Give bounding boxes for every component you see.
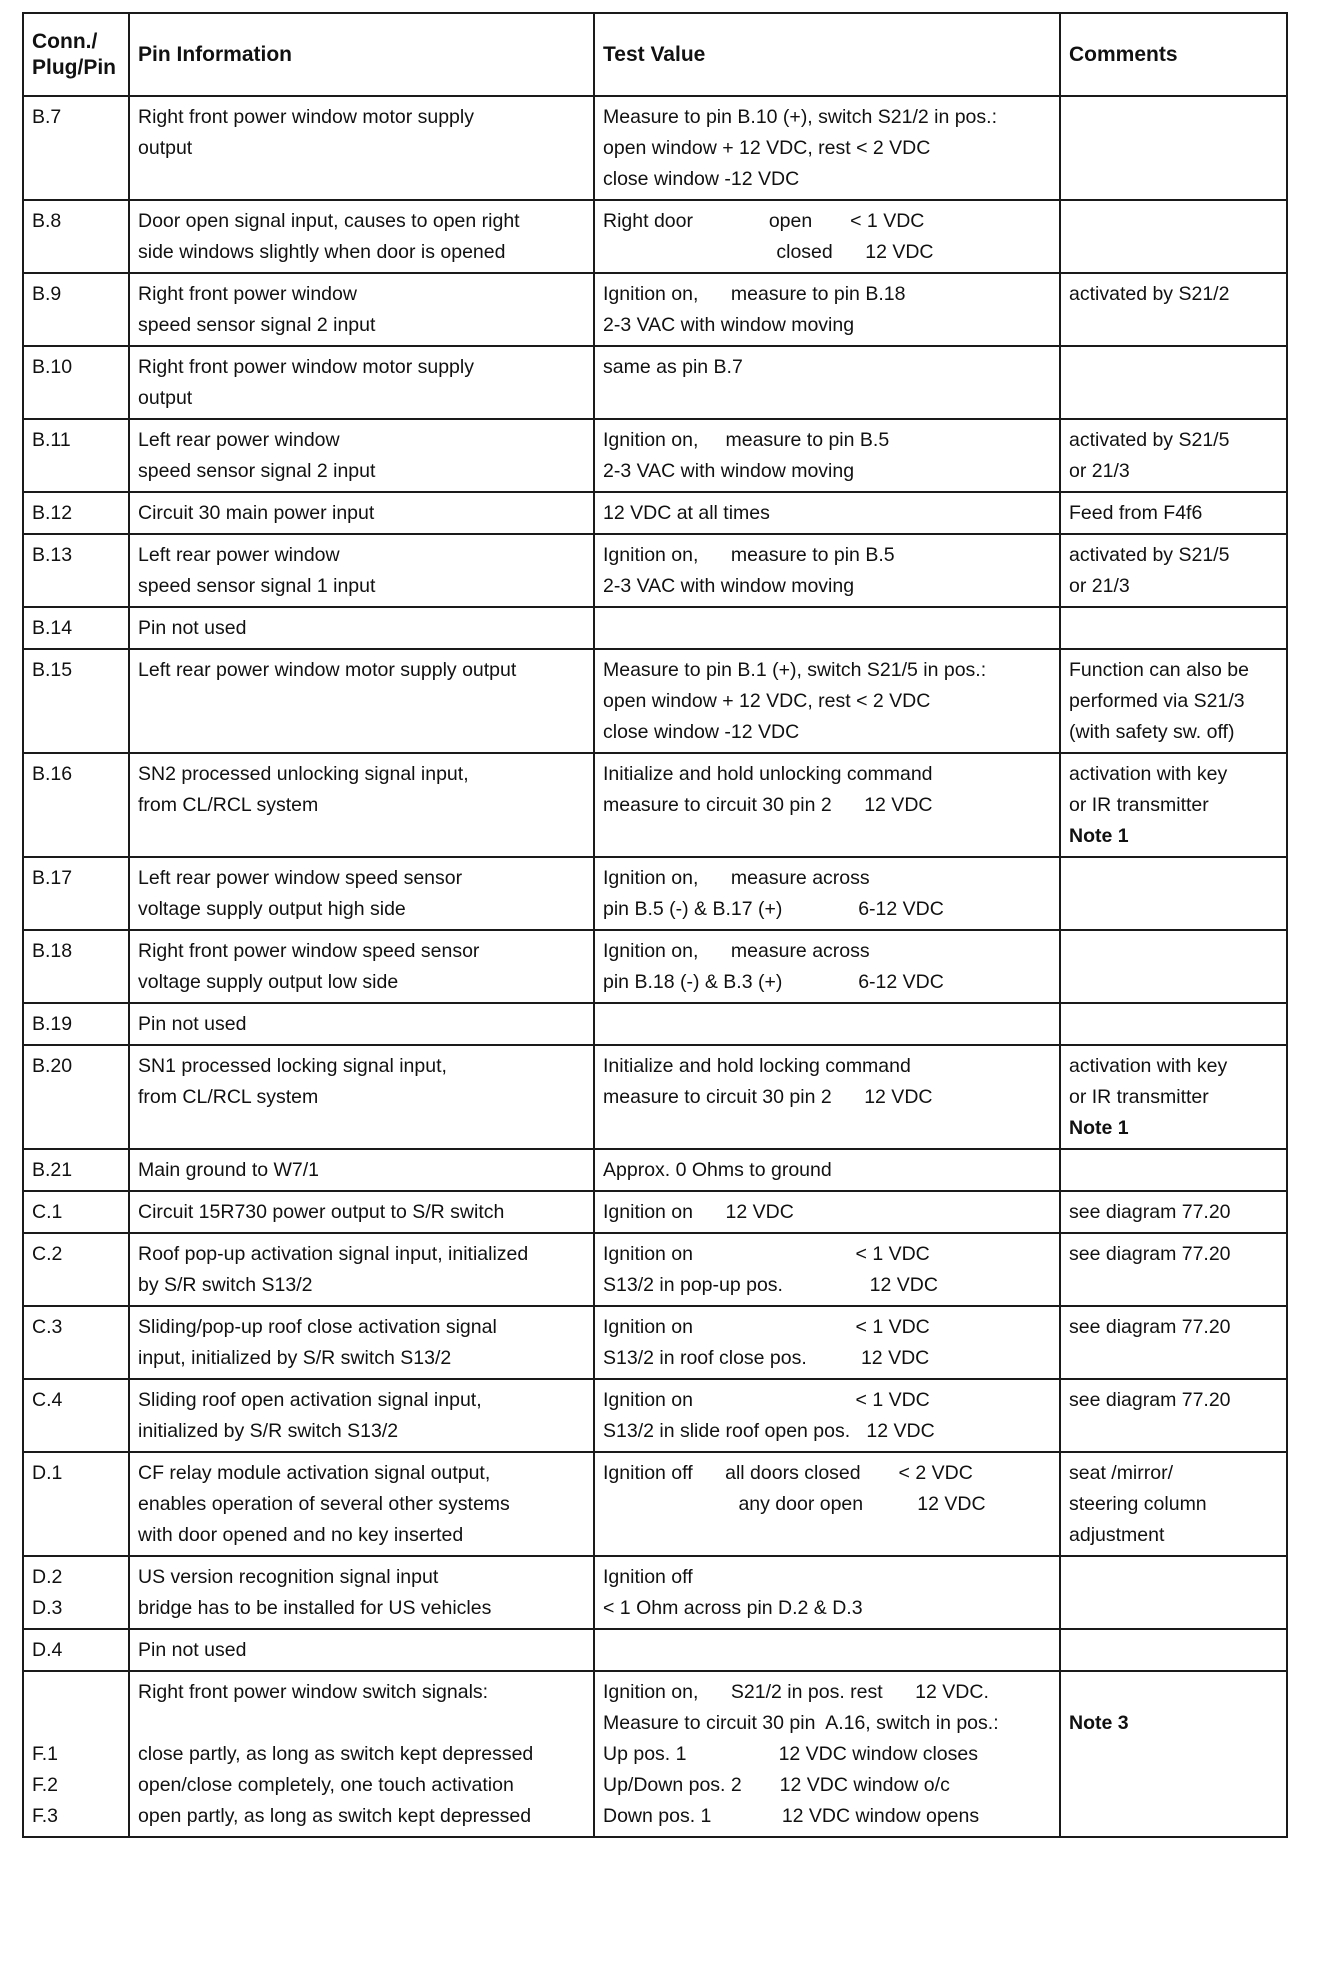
pin-line: D.3 xyxy=(32,1597,63,1619)
pin-information-cell xyxy=(129,1379,594,1452)
header-conn-line2: Plug/Pin xyxy=(32,56,116,79)
test-value-cell xyxy=(594,930,1060,1003)
pin-line: B.10 xyxy=(32,356,73,378)
pin-information-cell xyxy=(129,930,594,1003)
pin-information-cell xyxy=(129,419,594,492)
table-row xyxy=(23,1452,1287,1556)
pin-information-line: Right front power window speed sensor xyxy=(138,940,480,962)
pin-cell xyxy=(23,1149,129,1191)
comments-cell xyxy=(1060,1306,1287,1379)
table-row xyxy=(23,1671,1287,1837)
pin-information-line: close partly, as long as switch kept depressed xyxy=(138,1743,534,1765)
test-value-line: Initialize and hold unlocking command xyxy=(603,763,933,785)
pin-line: C.1 xyxy=(32,1201,63,1223)
pin-information-line: speed sensor signal 2 input xyxy=(138,460,376,482)
test-value-line: 12 VDC at all times xyxy=(603,502,770,524)
test-value-cell xyxy=(594,200,1060,273)
test-value-cell xyxy=(594,96,1060,200)
test-value-line: close window -12 VDC xyxy=(603,721,800,743)
pin-information-cell xyxy=(129,1191,594,1233)
pin-cell xyxy=(23,607,129,649)
table-row xyxy=(23,857,1287,930)
pin-cell xyxy=(23,1671,129,1837)
pin-information-line: voltage supply output low side xyxy=(138,971,399,993)
pin-information-line: voltage supply output high side xyxy=(138,898,406,920)
comments-line: activated by S21/2 xyxy=(1069,283,1230,305)
pin-information-line: Right front power window switch signals: xyxy=(138,1681,489,1703)
test-value-cell xyxy=(594,1379,1060,1452)
test-value-cell xyxy=(594,1191,1060,1233)
comments-line: activated by S21/5 xyxy=(1069,429,1230,451)
pin-line: B.19 xyxy=(32,1013,73,1035)
pin-line: B.9 xyxy=(32,283,62,305)
comments-cell xyxy=(1060,1629,1287,1671)
test-value-cell xyxy=(594,1003,1060,1045)
pin-information-line: Sliding/pop-up roof close activation signal xyxy=(138,1316,497,1338)
table-row xyxy=(23,534,1287,607)
pin-information-cell xyxy=(129,1045,594,1149)
test-value-cell xyxy=(594,857,1060,930)
header-comments: Comments xyxy=(1060,13,1287,96)
pin-information-line: Pin not used xyxy=(138,617,247,639)
test-value-line: measure to circuit 30 pin 2 12 VDC xyxy=(603,794,933,816)
test-value-cell xyxy=(594,1306,1060,1379)
comments-line: or 21/3 xyxy=(1069,460,1130,482)
test-value-line: same as pin B.7 xyxy=(603,356,743,378)
pin-information-line: enables operation of several other systems xyxy=(138,1493,510,1515)
comments-cell xyxy=(1060,1671,1287,1837)
pin-information-cell xyxy=(129,1629,594,1671)
pin-line: C.2 xyxy=(32,1243,63,1265)
comments-line: performed via S21/3 xyxy=(1069,690,1245,712)
comments-cell xyxy=(1060,534,1287,607)
pin-information-cell xyxy=(129,200,594,273)
pin-information-line: bridge has to be installed for US vehicles xyxy=(138,1597,492,1619)
pin-information-line: SN1 processed locking signal input, xyxy=(138,1055,447,1077)
comments-line: see diagram 77.20 xyxy=(1069,1243,1231,1265)
pin-line: F.3 xyxy=(32,1805,59,1827)
pin-assignment-table xyxy=(22,12,1288,1838)
pin-line: B.7 xyxy=(32,106,62,128)
comments-line: adjustment xyxy=(1069,1524,1165,1546)
test-value-line: Ignition on, measure to pin B.5 xyxy=(603,429,890,451)
pin-line: B.8 xyxy=(32,210,62,232)
test-value-cell xyxy=(594,419,1060,492)
pin-cell xyxy=(23,1045,129,1149)
comments-line xyxy=(1069,613,1279,644)
comments-line: or 21/3 xyxy=(1069,575,1130,597)
pin-line: D.4 xyxy=(32,1639,63,1661)
pin-cell xyxy=(23,1191,129,1233)
note-reference: Note 3 xyxy=(1069,1712,1129,1734)
pin-line: B.11 xyxy=(32,429,71,451)
pin-line: F.2 xyxy=(32,1774,59,1796)
test-value-cell xyxy=(594,346,1060,419)
comments-line: activated by S21/5 xyxy=(1069,544,1230,566)
test-value-line: Initialize and hold locking command xyxy=(603,1055,911,1077)
pin-information-line: Left rear power window motor supply output xyxy=(138,659,517,681)
test-value-cell xyxy=(594,1671,1060,1837)
pin-information-line: output xyxy=(138,387,193,409)
pin-line: B.12 xyxy=(32,502,73,524)
pin-cell xyxy=(23,419,129,492)
pin-information-line: speed sensor signal 1 input xyxy=(138,575,376,597)
comments-line xyxy=(1069,102,1279,133)
test-value-cell xyxy=(594,1452,1060,1556)
comments-line xyxy=(1069,936,1279,967)
table-row xyxy=(23,200,1287,273)
test-value-line xyxy=(603,1009,1052,1040)
test-value-line: pin B.18 (-) & B.3 (+) 6-12 VDC xyxy=(603,971,944,993)
pin-cell xyxy=(23,534,129,607)
table-row xyxy=(23,1149,1287,1191)
test-value-line: measure to circuit 30 pin 2 12 VDC xyxy=(603,1086,933,1108)
test-value-line: Ignition off xyxy=(603,1566,693,1588)
pin-line: B.16 xyxy=(32,763,73,785)
test-value-cell xyxy=(594,607,1060,649)
test-value-cell xyxy=(594,273,1060,346)
comments-line: Feed from F4f6 xyxy=(1069,502,1203,524)
comments-line: see diagram 77.20 xyxy=(1069,1316,1231,1338)
pin-cell xyxy=(23,753,129,857)
table-row xyxy=(23,419,1287,492)
comments-cell xyxy=(1060,1045,1287,1149)
pin-information-line: Circuit 30 main power input xyxy=(138,502,375,524)
pin-information-line: from CL/RCL system xyxy=(138,1086,319,1108)
table-row xyxy=(23,1629,1287,1671)
pin-information-line: Circuit 15R730 power output to S/R switch xyxy=(138,1201,505,1223)
test-value-line: Ignition on, measure to pin B.18 xyxy=(603,283,906,305)
test-value-cell xyxy=(594,1556,1060,1629)
pin-line: B.13 xyxy=(32,544,73,566)
pin-information-cell xyxy=(129,96,594,200)
table-row xyxy=(23,1233,1287,1306)
table-row xyxy=(23,273,1287,346)
table-row xyxy=(23,607,1287,649)
pin-cell xyxy=(23,857,129,930)
header-pin-information: Pin Information xyxy=(129,13,594,96)
test-value-line: Measure to circuit 30 pin A.16, switch in pos.: xyxy=(603,1712,999,1734)
comments-cell xyxy=(1060,419,1287,492)
pin-cell xyxy=(23,96,129,200)
comments-cell xyxy=(1060,1003,1287,1045)
test-value-cell xyxy=(594,1629,1060,1671)
test-value-line: Ignition on, measure to pin B.5 xyxy=(603,544,895,566)
test-value-cell xyxy=(594,649,1060,753)
note-reference: Note 1 xyxy=(1069,1117,1129,1139)
comments-line xyxy=(1069,1562,1279,1593)
test-value-line: S13/2 in roof close pos. 12 VDC xyxy=(603,1347,930,1369)
pin-line: C.4 xyxy=(32,1389,63,1411)
pin-line xyxy=(32,1677,121,1708)
comments-cell xyxy=(1060,1149,1287,1191)
pin-information-line: with door opened and no key inserted xyxy=(138,1524,464,1546)
comments-line: see diagram 77.20 xyxy=(1069,1389,1231,1411)
pin-information-line: Right front power window xyxy=(138,283,357,305)
test-value-line: 2-3 VAC with window moving xyxy=(603,575,855,597)
pin-cell xyxy=(23,492,129,534)
pin-cell xyxy=(23,1379,129,1452)
comments-line: activation with key xyxy=(1069,763,1228,785)
test-value-line: Ignition on < 1 VDC xyxy=(603,1389,930,1411)
test-value-line: open window + 12 VDC, rest < 2 VDC xyxy=(603,137,931,159)
comments-cell xyxy=(1060,200,1287,273)
comments-line: steering column xyxy=(1069,1493,1207,1515)
pin-information-line: open/close completely, one touch activation xyxy=(138,1774,514,1796)
test-value-line: Ignition on, measure across xyxy=(603,867,870,889)
table-body xyxy=(23,96,1287,1837)
comments-cell xyxy=(1060,1233,1287,1306)
pin-information-line: Main ground to W7/1 xyxy=(138,1159,320,1181)
comments-cell xyxy=(1060,607,1287,649)
test-value-line: closed 12 VDC xyxy=(603,241,934,263)
note-reference: Note 1 xyxy=(1069,825,1129,847)
test-value-cell xyxy=(594,534,1060,607)
test-value-cell xyxy=(594,1045,1060,1149)
pin-cell xyxy=(23,649,129,753)
test-value-line: 2-3 VAC with window moving xyxy=(603,460,855,482)
comments-line xyxy=(1069,1677,1279,1708)
pin-information-cell xyxy=(129,753,594,857)
pin-information-cell xyxy=(129,1306,594,1379)
pin-information-cell xyxy=(129,1556,594,1629)
test-value-line: Ignition on < 1 VDC xyxy=(603,1243,930,1265)
comments-line xyxy=(1069,352,1279,383)
test-value-line xyxy=(603,613,1052,644)
pin-cell xyxy=(23,200,129,273)
test-value-cell xyxy=(594,1233,1060,1306)
comments-line: Function can also be xyxy=(1069,659,1249,681)
test-value-cell xyxy=(594,492,1060,534)
pin-line: F.1 xyxy=(32,1743,59,1765)
pin-cell xyxy=(23,273,129,346)
pin-information-line: Door open signal input, causes to open right xyxy=(138,210,520,232)
pin-information-cell xyxy=(129,1003,594,1045)
test-value-cell xyxy=(594,1149,1060,1191)
pin-line: B.20 xyxy=(32,1055,73,1077)
pin-cell xyxy=(23,1556,129,1629)
test-value-line: Ignition off all doors closed < 2 VDC xyxy=(603,1462,973,1484)
pin-information-cell xyxy=(129,649,594,753)
comments-cell xyxy=(1060,649,1287,753)
pin-information-cell xyxy=(129,346,594,419)
test-value-line: Ignition on, S21/2 in pos. rest 12 VDC. xyxy=(603,1681,989,1703)
header-conn-line1: Conn./ xyxy=(32,30,98,53)
pin-information-line: Right front power window motor supply xyxy=(138,356,474,378)
pin-information-line: from CL/RCL system xyxy=(138,794,319,816)
pin-information-line: CF relay module activation signal output, xyxy=(138,1462,491,1484)
pin-table-sheet xyxy=(22,12,1286,1838)
test-value-line: Measure to pin B.10 (+), switch S21/2 in pos.: xyxy=(603,106,997,128)
comments-line: or IR transmitter xyxy=(1069,1086,1209,1108)
comments-cell xyxy=(1060,1191,1287,1233)
test-value-line: pin B.5 (-) & B.17 (+) 6-12 VDC xyxy=(603,898,944,920)
pin-information-line: Roof pop-up activation signal input, initialized xyxy=(138,1243,529,1265)
test-value-line: Down pos. 1 12 VDC window opens xyxy=(603,1805,980,1827)
pin-information-line: output xyxy=(138,137,193,159)
test-value-line: Measure to pin B.1 (+), switch S21/5 in pos.: xyxy=(603,659,987,681)
comments-line xyxy=(1069,1635,1279,1666)
pin-cell xyxy=(23,930,129,1003)
pin-information-cell xyxy=(129,1149,594,1191)
test-value-line: Ignition on 12 VDC xyxy=(603,1201,794,1223)
pin-cell xyxy=(23,1629,129,1671)
table-row xyxy=(23,1045,1287,1149)
test-value-line xyxy=(603,1635,1052,1666)
comments-line: see diagram 77.20 xyxy=(1069,1201,1231,1223)
comments-line xyxy=(1069,1009,1279,1040)
pin-information-line: US version recognition signal input xyxy=(138,1566,439,1588)
comments-line xyxy=(1069,863,1279,894)
pin-information-line: Left rear power window xyxy=(138,544,340,566)
pin-information-line: initialized by S/R switch S13/2 xyxy=(138,1420,399,1442)
comments-cell xyxy=(1060,930,1287,1003)
pin-information-line: Left rear power window xyxy=(138,429,340,451)
pin-line: D.2 xyxy=(32,1566,63,1588)
pin-information-cell xyxy=(129,1452,594,1556)
comments-cell xyxy=(1060,753,1287,857)
pin-line: B.15 xyxy=(32,659,73,681)
pin-cell xyxy=(23,1003,129,1045)
table-header-row xyxy=(23,13,1287,96)
pin-line: B.18 xyxy=(32,940,73,962)
pin-line: B.14 xyxy=(32,617,73,639)
table-row xyxy=(23,649,1287,753)
pin-information-line: input, initialized by S/R switch S13/2 xyxy=(138,1347,452,1369)
comments-line: or IR transmitter xyxy=(1069,794,1209,816)
pin-cell xyxy=(23,346,129,419)
pin-information-line: open partly, as long as switch kept depressed xyxy=(138,1805,532,1827)
pin-information-cell xyxy=(129,534,594,607)
pin-line xyxy=(32,1708,121,1739)
comments-line xyxy=(1069,206,1279,237)
table-row xyxy=(23,753,1287,857)
comments-cell xyxy=(1060,346,1287,419)
test-value-line: Ignition on, measure across xyxy=(603,940,870,962)
pin-information-line: SN2 processed unlocking signal input, xyxy=(138,763,469,785)
test-value-line: Up/Down pos. 2 12 VDC window o/c xyxy=(603,1774,950,1796)
pin-cell xyxy=(23,1452,129,1556)
comments-cell xyxy=(1060,492,1287,534)
table-row xyxy=(23,1306,1287,1379)
test-value-line: any door open 12 VDC xyxy=(603,1493,986,1515)
header-conn-plug-pin xyxy=(23,13,129,96)
pin-information-cell xyxy=(129,273,594,346)
test-value-line: close window -12 VDC xyxy=(603,168,800,190)
pin-information-cell xyxy=(129,607,594,649)
header-test-value: Test Value xyxy=(594,13,1060,96)
comments-cell xyxy=(1060,1379,1287,1452)
pin-information-cell xyxy=(129,857,594,930)
table-row xyxy=(23,1379,1287,1452)
pin-information-cell xyxy=(129,1233,594,1306)
pin-cell xyxy=(23,1306,129,1379)
table-row xyxy=(23,930,1287,1003)
comments-line: seat /mirror/ xyxy=(1069,1462,1174,1484)
pin-information-line: Left rear power window speed sensor xyxy=(138,867,463,889)
pin-information-cell xyxy=(129,492,594,534)
comments-cell xyxy=(1060,1556,1287,1629)
pin-information-line: Pin not used xyxy=(138,1639,247,1661)
pin-line: C.3 xyxy=(32,1316,63,1338)
pin-information-line: by S/R switch S13/2 xyxy=(138,1274,313,1296)
comments-line xyxy=(1069,1155,1279,1186)
test-value-line: Up pos. 1 12 VDC window closes xyxy=(603,1743,978,1765)
pin-information-line: Pin not used xyxy=(138,1013,247,1035)
pin-line: D.1 xyxy=(32,1462,63,1484)
test-value-line: Right door open < 1 VDC xyxy=(603,210,925,232)
comments-cell xyxy=(1060,857,1287,930)
table-row xyxy=(23,492,1287,534)
pin-information-line xyxy=(138,1708,586,1739)
test-value-cell xyxy=(594,753,1060,857)
test-value-line: S13/2 in slide roof open pos. 12 VDC xyxy=(603,1420,935,1442)
pin-information-cell xyxy=(129,1671,594,1837)
table-row xyxy=(23,1556,1287,1629)
pin-information-line: Right front power window motor supply xyxy=(138,106,474,128)
comments-cell xyxy=(1060,1452,1287,1556)
pin-cell xyxy=(23,1233,129,1306)
pin-information-line: speed sensor signal 2 input xyxy=(138,314,376,336)
test-value-line: 2-3 VAC with window moving xyxy=(603,314,855,336)
test-value-line: open window + 12 VDC, rest < 2 VDC xyxy=(603,690,931,712)
table-row xyxy=(23,96,1287,200)
comments-cell xyxy=(1060,273,1287,346)
test-value-line: S13/2 in pop-up pos. 12 VDC xyxy=(603,1274,938,1296)
table-row xyxy=(23,346,1287,419)
pin-information-line: side windows slightly when door is opened xyxy=(138,241,506,263)
pin-information-line: Sliding roof open activation signal input, xyxy=(138,1389,482,1411)
comments-line: (with safety sw. off) xyxy=(1069,721,1235,743)
pin-line: B.17 xyxy=(32,867,73,889)
comments-line: activation with key xyxy=(1069,1055,1228,1077)
comments-cell xyxy=(1060,96,1287,200)
test-value-line: Ignition on < 1 VDC xyxy=(603,1316,930,1338)
table-row xyxy=(23,1191,1287,1233)
table-row xyxy=(23,1003,1287,1045)
test-value-line: < 1 Ohm across pin D.2 & D.3 xyxy=(603,1597,863,1619)
test-value-line: Approx. 0 Ohms to ground xyxy=(603,1159,832,1181)
pin-line: B.21 xyxy=(32,1159,73,1181)
